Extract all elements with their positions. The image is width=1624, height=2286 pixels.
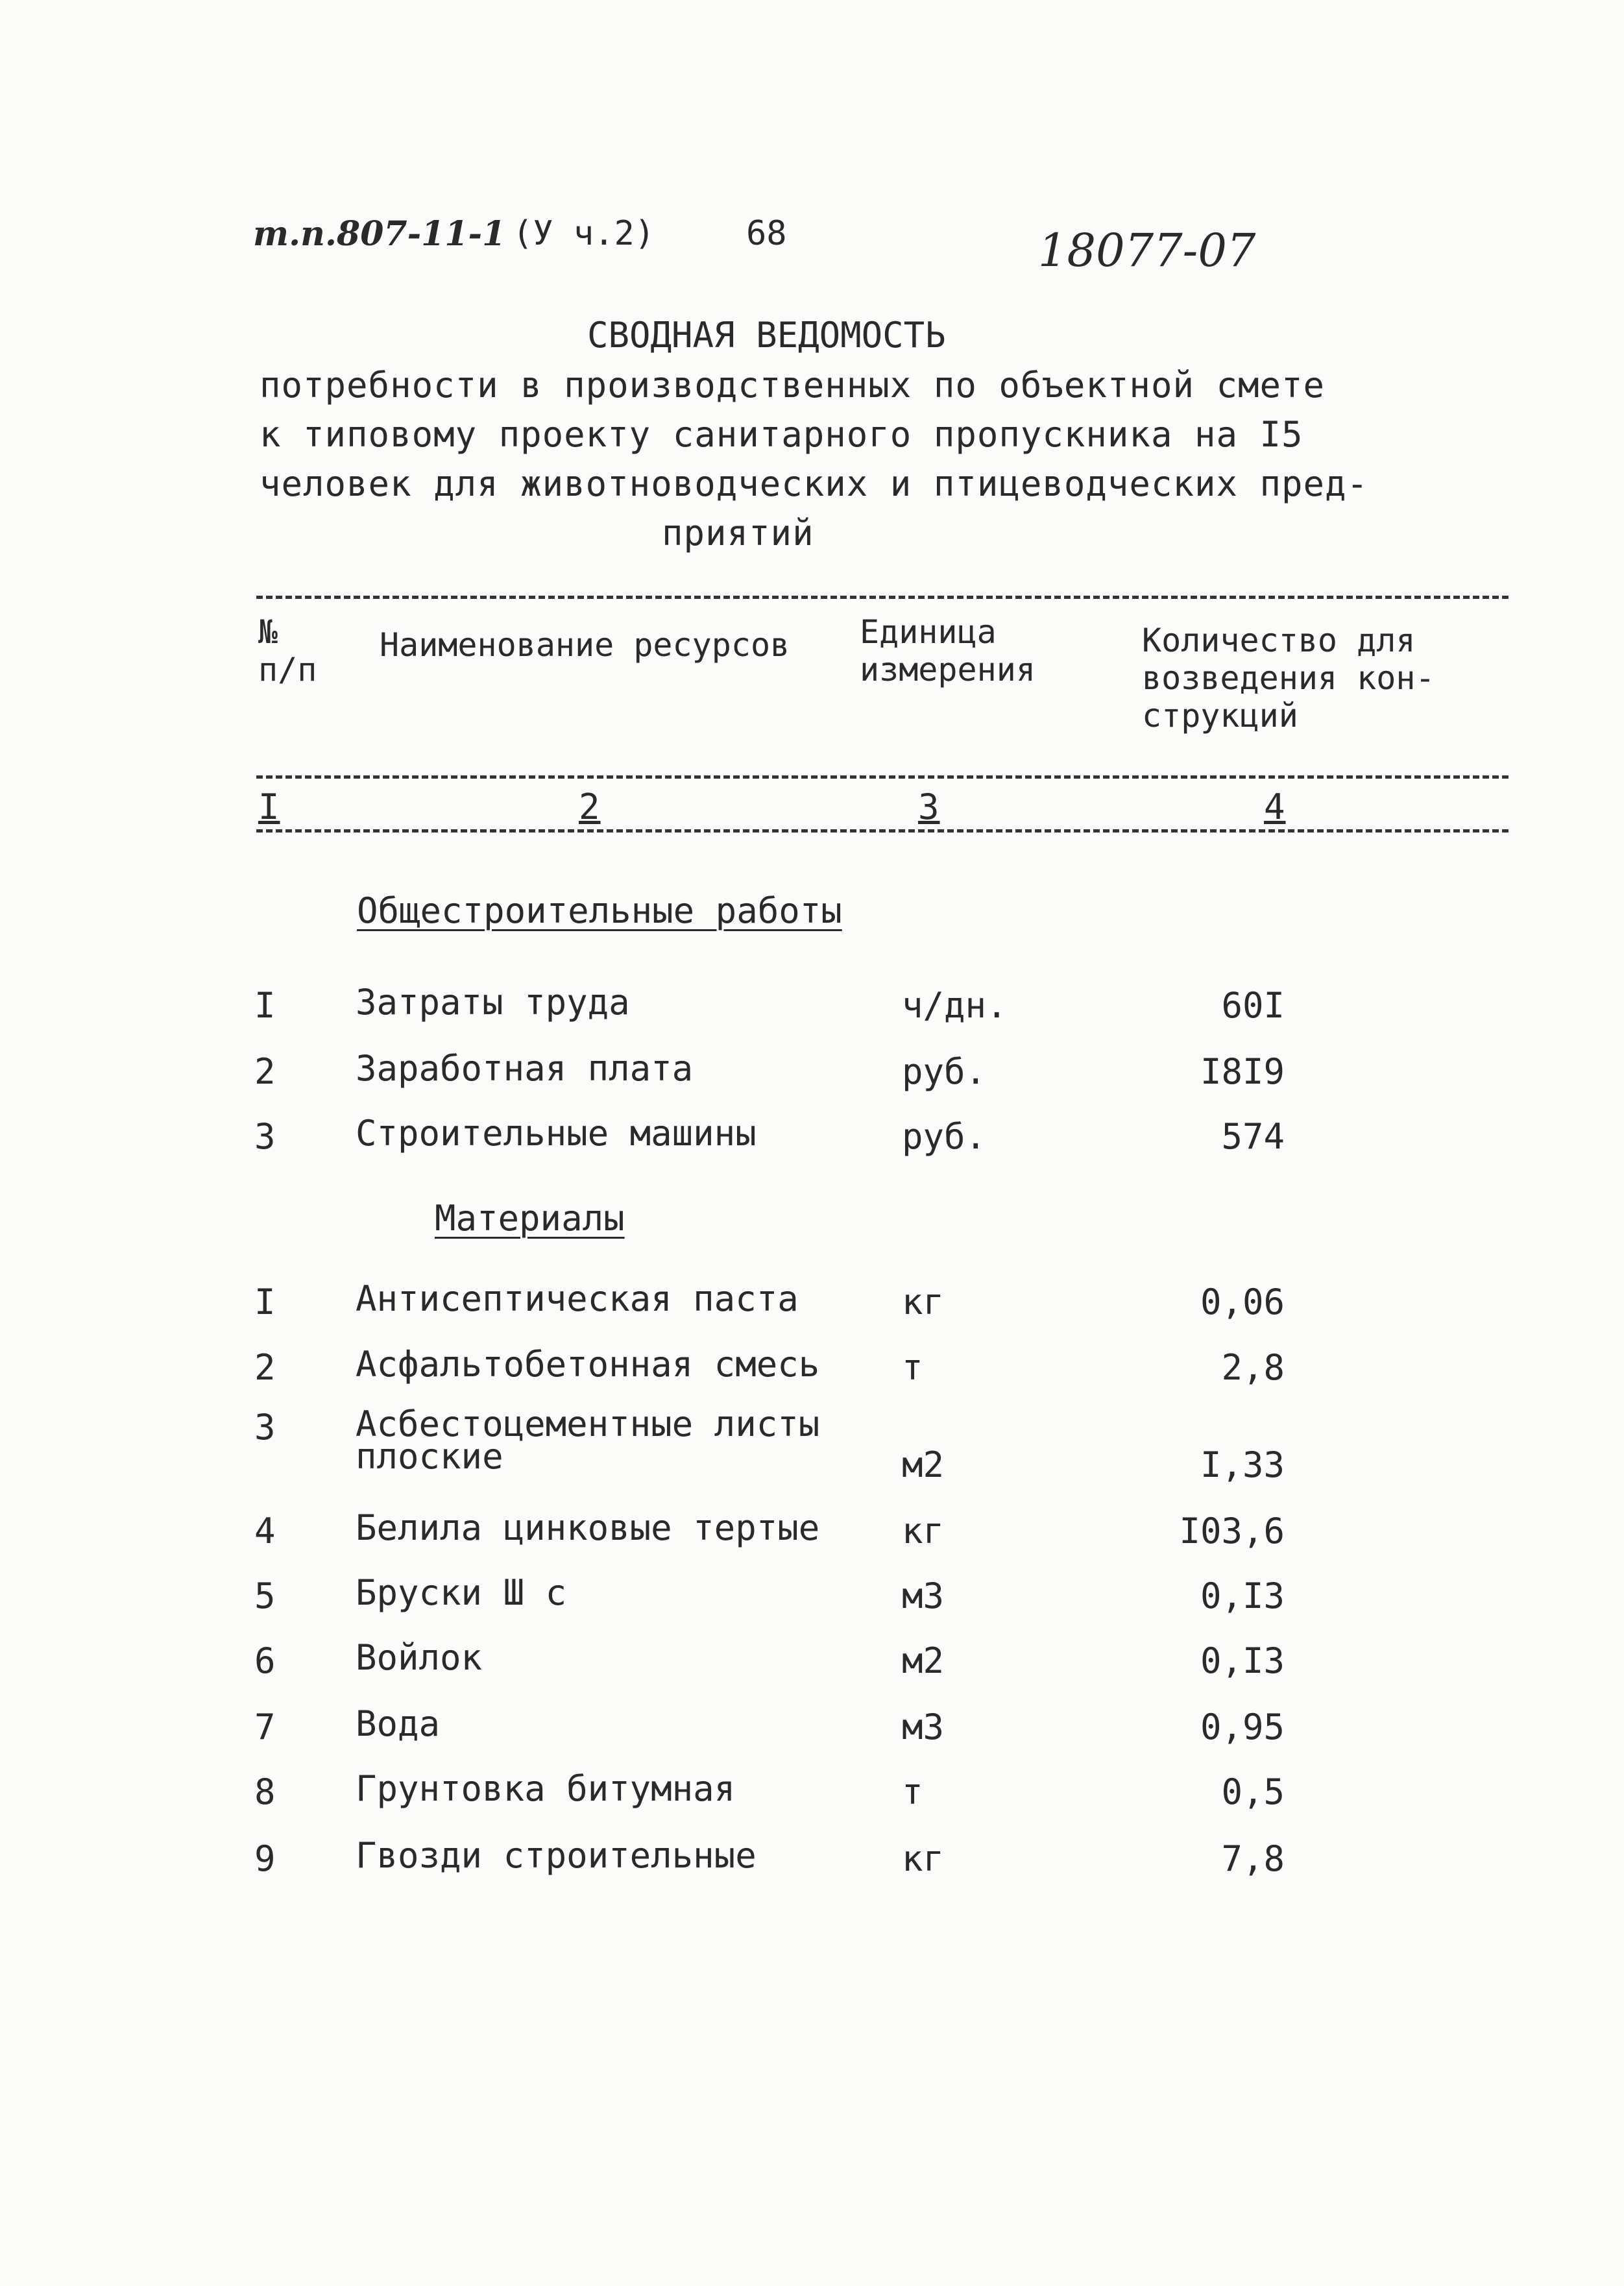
unit: м2 (902, 1444, 945, 1485)
row-number: 3 (254, 1116, 276, 1157)
row-number: 3 (254, 1407, 276, 1448)
resource-name: Войлок (356, 1637, 483, 1678)
column-header-name-line-1: Наименование ресурсов (380, 626, 790, 664)
column-header-quantity-line-3: струкций (1142, 697, 1298, 735)
resource-name: Строительные машины (356, 1113, 757, 1154)
quantity: 2,8 (1221, 1347, 1285, 1388)
table-row (0, 1344, 1624, 1388)
resource-name: Затраты труда (356, 982, 630, 1023)
subtitle-line-1: потребности в производственных по объектной смете (260, 365, 1326, 406)
volume-label: (У ч.2) (513, 214, 655, 253)
column-header-number-line-2: п/п (258, 651, 317, 688)
resource-name: Асбестоцементные листы (356, 1404, 820, 1444)
page-number: 68 (746, 214, 787, 253)
row-number: 6 (254, 1640, 276, 1681)
column-header-number (258, 613, 317, 688)
row-number: 2 (254, 1051, 276, 1092)
unit: руб. (902, 1116, 987, 1157)
column-number-3: 3 (918, 786, 940, 827)
row-number: I (254, 985, 276, 1026)
column-header-quantity-line-2: возведения кон- (1142, 659, 1435, 697)
unit: м2 (902, 1640, 945, 1681)
table-row (0, 1113, 1624, 1157)
column-header-unit (860, 613, 1036, 688)
quantity: I03,6 (1179, 1511, 1285, 1551)
row-number: 4 (254, 1511, 276, 1551)
quantity: 574 (1221, 1116, 1285, 1157)
unit: м3 (902, 1707, 945, 1747)
subtitle-line-2: к типовому проекту санитарного пропускника на I5 (260, 414, 1303, 455)
column-number-1: I (258, 786, 280, 827)
table-header-rule (256, 775, 1509, 779)
unit: м3 (902, 1575, 945, 1616)
resource-name: Антисептическая паста (356, 1278, 799, 1319)
unit: руб. (902, 1051, 987, 1092)
unit: т (902, 1347, 923, 1388)
quantity: 0,06 (1200, 1282, 1285, 1322)
table-row (0, 1768, 1624, 1812)
quantity: 0,5 (1221, 1771, 1285, 1812)
table-row (0, 1637, 1624, 1681)
resource-name: Вода (356, 1703, 441, 1744)
column-header-unit-line-1: Единица (860, 613, 997, 651)
table-row (0, 1507, 1624, 1551)
resource-name: Белила цинковые тертые (356, 1507, 820, 1548)
section-title-materials: Материалы (435, 1198, 625, 1239)
table-top-rule (256, 596, 1509, 599)
quantity: 0,95 (1200, 1707, 1285, 1747)
row-number: 7 (254, 1707, 276, 1747)
column-header-name (380, 626, 790, 664)
quantity: 0,I3 (1200, 1640, 1285, 1681)
table-row (0, 982, 1624, 1026)
document-title: СВОДНАЯ ВЕДОМОСТЬ (587, 315, 946, 356)
unit: кг (902, 1511, 945, 1551)
subtitle-line-3: человек для животноводческих и птицеводческих пред- (260, 463, 1369, 504)
column-number-2: 2 (579, 786, 601, 827)
resource-name-continued: плоские (356, 1436, 503, 1477)
resource-name: Грунтовка битумная (356, 1768, 736, 1809)
table-row (0, 1404, 1624, 1485)
column-numbers-rule (256, 829, 1509, 833)
quantity: 0,I3 (1200, 1575, 1285, 1616)
table-row (0, 1835, 1624, 1879)
resource-name: Заработная плата (356, 1048, 694, 1089)
resource-name: Бруски Ш с (356, 1572, 567, 1613)
project-code: т.п.807-11-1 (253, 214, 506, 254)
row-number: 2 (254, 1347, 276, 1388)
resource-name: Гвозди строительные (356, 1835, 757, 1876)
row-number: 9 (254, 1838, 276, 1879)
table-row (0, 1048, 1624, 1092)
row-number: 8 (254, 1771, 276, 1812)
quantity: I,33 (1200, 1444, 1285, 1485)
quantity: 60I (1221, 985, 1285, 1026)
handwritten-number: 18077-07 (1038, 224, 1256, 277)
resource-name: Асфальтобетонная смесь (356, 1344, 820, 1385)
column-header-quantity-line-1: Количество для (1142, 622, 1416, 659)
table-row (0, 1572, 1624, 1616)
quantity: 7,8 (1221, 1838, 1285, 1879)
subtitle-line-4: приятий (662, 513, 814, 553)
unit: кг (902, 1838, 945, 1879)
unit: ч/дн. (902, 985, 1008, 1026)
column-header-quantity (1142, 622, 1435, 735)
column-header-number-line-1: № (258, 613, 278, 651)
row-number: 5 (254, 1575, 276, 1616)
section-title-general: Общестроительные работы (357, 890, 842, 931)
column-number-4: 4 (1264, 786, 1286, 827)
table-row (0, 1703, 1624, 1747)
table-row (0, 1278, 1624, 1322)
column-header-unit-line-2: измерения (860, 651, 1036, 688)
quantity: I8I9 (1200, 1051, 1285, 1092)
row-number: I (254, 1282, 276, 1322)
unit: кг (902, 1282, 945, 1322)
unit: т (902, 1771, 923, 1812)
